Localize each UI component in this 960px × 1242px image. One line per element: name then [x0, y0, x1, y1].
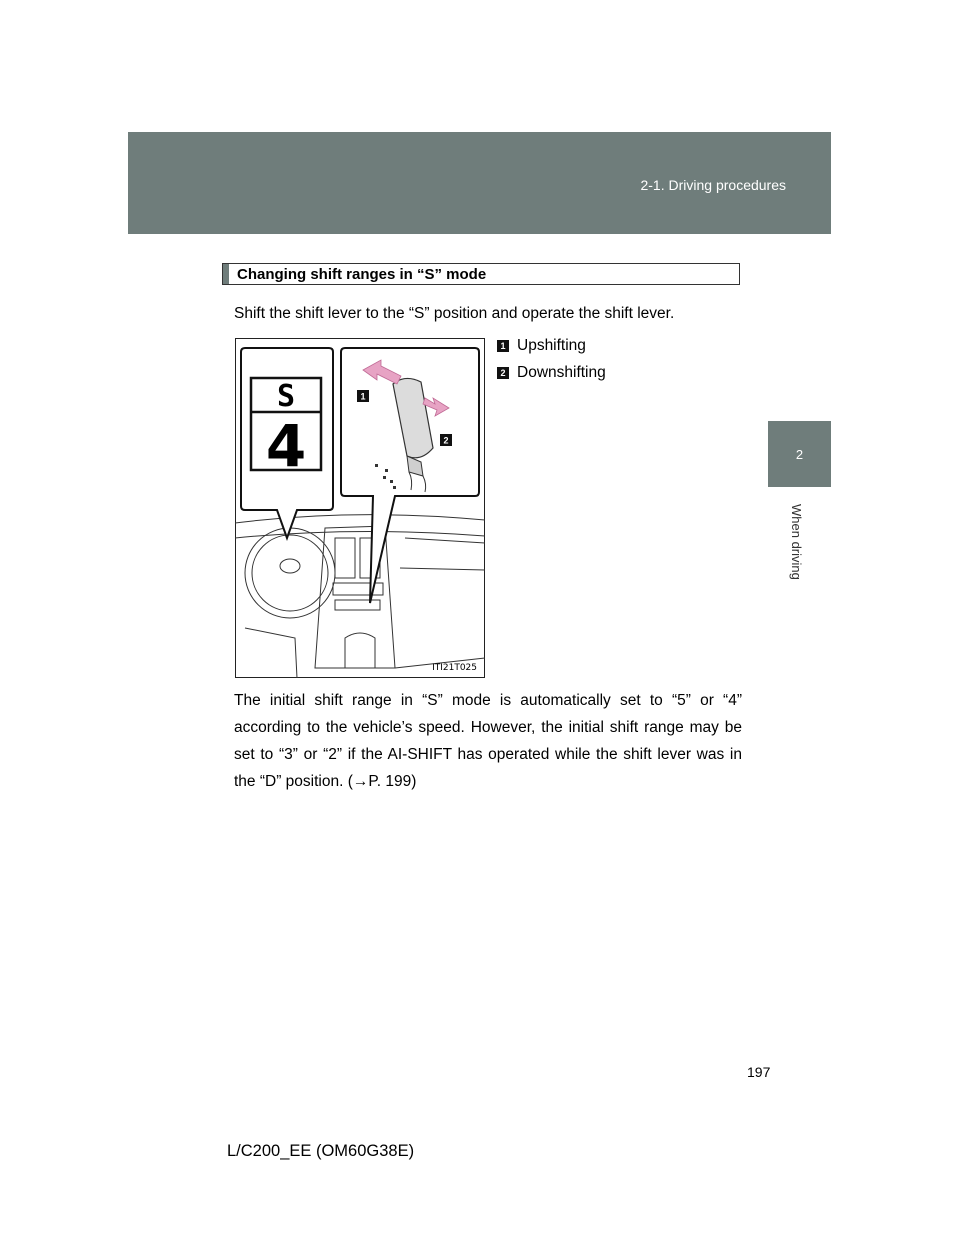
- header-band: [128, 132, 831, 234]
- chapter-tab: [768, 421, 831, 487]
- footer-code: L/C200_EE (OM60G38E): [227, 1142, 415, 1160]
- shift-lever-illustration: [235, 338, 485, 678]
- legend-number: 2: [497, 367, 509, 379]
- intro-text: Shift the shift lever to the “S” position and operate the shift lever.: [234, 305, 675, 322]
- figure-code: ITI21T025: [432, 663, 477, 673]
- page-number: 197: [747, 1064, 771, 1080]
- legend-item-downshifting: [497, 364, 606, 382]
- chapter-number: 2: [795, 446, 804, 462]
- legend-label: Downshifting: [517, 364, 606, 381]
- legend-item-upshifting: [497, 337, 586, 355]
- callout-1: 1: [360, 391, 366, 402]
- section-title: Changing shift ranges in “S” mode: [237, 265, 487, 283]
- section-heading-bar: [223, 264, 229, 284]
- legend-label: Upshifting: [517, 337, 586, 354]
- legend-number: 1: [497, 340, 509, 352]
- callout-2: 2: [443, 435, 449, 446]
- body-paragraph: The initial shift range in “S” mode is automatically set to “5” or “4” according to the vehicle’s speed. However, the initial shift range may be set to “3” or “2” if the AI-SHIFT has operated while the shift lever was in the “D” position. (→P. 199): [234, 692, 742, 790]
- section-heading: [222, 263, 740, 285]
- header-section-title: 2-1. Driving procedures: [640, 177, 786, 193]
- chapter-title: When driving: [789, 504, 804, 580]
- display-gear: 4: [265, 412, 307, 480]
- display-range-letter: S: [276, 379, 296, 414]
